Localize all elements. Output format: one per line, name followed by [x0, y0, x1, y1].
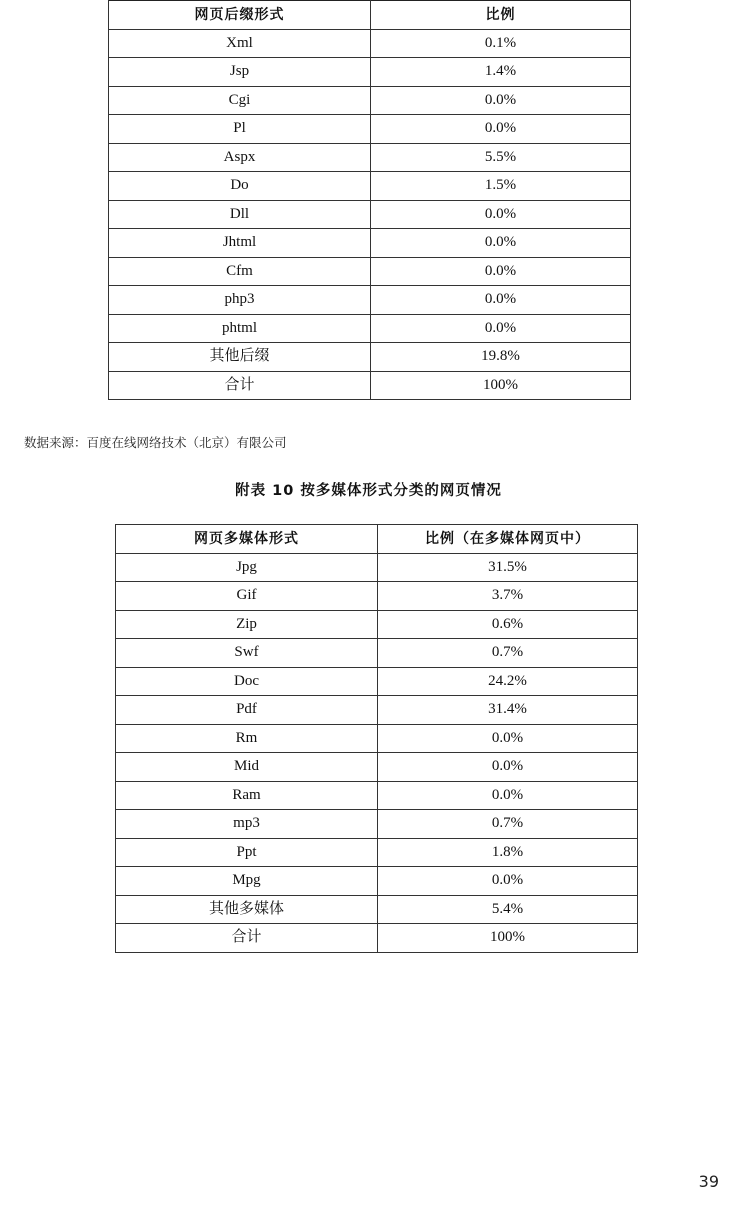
table-row	[116, 639, 638, 668]
table-header-row	[116, 525, 638, 554]
table-row	[116, 553, 638, 582]
table-row	[109, 229, 631, 258]
table-row	[109, 58, 631, 87]
suffix-table	[108, 0, 631, 400]
format-cell: 其他多媒体	[116, 895, 378, 924]
table-row	[109, 143, 631, 172]
table-row	[116, 781, 638, 810]
ratio-cell: 0.0%	[371, 86, 631, 115]
format-cell: Jsp	[109, 58, 371, 87]
table-row	[109, 172, 631, 201]
format-cell: Do	[109, 172, 371, 201]
ratio-cell: 0.0%	[378, 867, 638, 896]
format-cell: phtml	[109, 314, 371, 343]
table-caption: 附表 10 按多媒体形式分类的网页情况	[235, 483, 502, 499]
table-row	[109, 257, 631, 286]
format-cell: Jhtml	[109, 229, 371, 258]
column-header: 网页后缀形式	[109, 1, 371, 30]
table-row	[116, 696, 638, 725]
format-cell: Xml	[109, 29, 371, 58]
format-cell: 其他后缀	[109, 343, 371, 372]
ratio-cell: 0.0%	[371, 200, 631, 229]
table-row	[116, 610, 638, 639]
format-cell: Rm	[116, 724, 378, 753]
format-cell: Ram	[116, 781, 378, 810]
format-cell: 合计	[109, 371, 371, 400]
table-row	[109, 200, 631, 229]
table-row	[109, 343, 631, 372]
table-row	[116, 838, 638, 867]
ratio-cell: 0.1%	[371, 29, 631, 58]
format-cell: Gif	[116, 582, 378, 611]
ratio-cell: 0.0%	[371, 314, 631, 343]
column-header: 比例（在多媒体网页中）	[378, 525, 638, 554]
format-cell: Zip	[116, 610, 378, 639]
table-row	[109, 86, 631, 115]
table-row	[116, 867, 638, 896]
ratio-cell: 5.4%	[378, 895, 638, 924]
multimedia-table	[115, 524, 638, 953]
ratio-cell: 0.7%	[378, 810, 638, 839]
format-cell: 合计	[116, 924, 378, 953]
table-row	[116, 753, 638, 782]
ratio-cell: 0.6%	[378, 610, 638, 639]
ratio-cell: 0.0%	[378, 781, 638, 810]
ratio-cell: 100%	[378, 924, 638, 953]
table-row	[116, 810, 638, 839]
ratio-cell: 0.7%	[378, 639, 638, 668]
ratio-cell: 100%	[371, 371, 631, 400]
ratio-cell: 3.7%	[378, 582, 638, 611]
format-cell: Doc	[116, 667, 378, 696]
format-cell: Swf	[116, 639, 378, 668]
table-row	[116, 724, 638, 753]
ratio-cell: 31.4%	[378, 696, 638, 725]
ratio-cell: 1.5%	[371, 172, 631, 201]
table-row	[109, 115, 631, 144]
table-row	[116, 895, 638, 924]
format-cell: Pl	[109, 115, 371, 144]
table-row	[109, 314, 631, 343]
table-row	[116, 667, 638, 696]
ratio-cell: 0.0%	[378, 753, 638, 782]
column-header: 比例	[371, 1, 631, 30]
ratio-cell: 0.0%	[371, 115, 631, 144]
format-cell: mp3	[116, 810, 378, 839]
column-header: 网页多媒体形式	[116, 525, 378, 554]
ratio-cell: 24.2%	[378, 667, 638, 696]
ratio-cell: 0.0%	[378, 724, 638, 753]
format-cell: Cfm	[109, 257, 371, 286]
format-cell: Pdf	[116, 696, 378, 725]
format-cell: Ppt	[116, 838, 378, 867]
ratio-cell: 19.8%	[371, 343, 631, 372]
format-cell: Mid	[116, 753, 378, 782]
ratio-cell: 31.5%	[378, 553, 638, 582]
table-row	[109, 371, 631, 400]
table-row	[116, 582, 638, 611]
ratio-cell: 0.0%	[371, 286, 631, 315]
ratio-cell: 5.5%	[371, 143, 631, 172]
table-row	[116, 924, 638, 953]
ratio-cell: 1.8%	[378, 838, 638, 867]
format-cell: Cgi	[109, 86, 371, 115]
page-number: 39	[698, 1172, 719, 1191]
format-cell: Mpg	[116, 867, 378, 896]
ratio-cell: 0.0%	[371, 257, 631, 286]
format-cell: Aspx	[109, 143, 371, 172]
table-row	[109, 286, 631, 315]
format-cell: Jpg	[116, 553, 378, 582]
table-row	[109, 29, 631, 58]
table-header-row	[109, 1, 631, 30]
source-note: 数据来源：百度在线网络技术（北京）有限公司	[24, 435, 287, 450]
ratio-cell: 1.4%	[371, 58, 631, 87]
format-cell: Dll	[109, 200, 371, 229]
ratio-cell: 0.0%	[371, 229, 631, 258]
format-cell: php3	[109, 286, 371, 315]
